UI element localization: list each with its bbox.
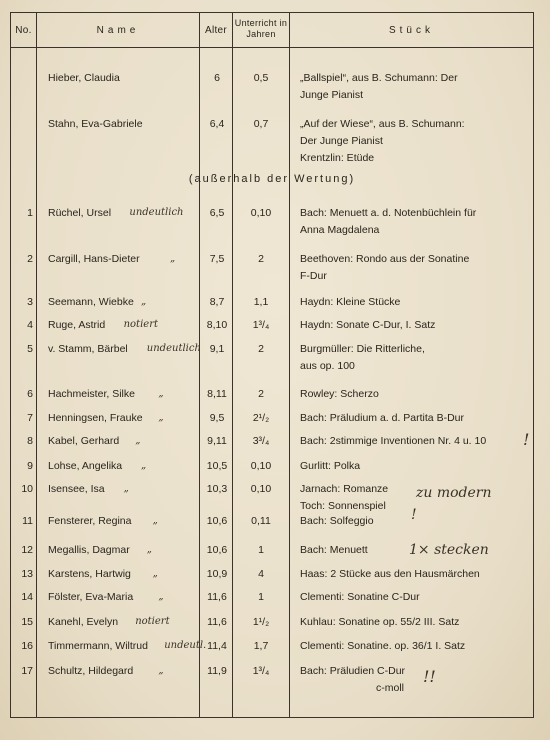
entry-piece: Bach: Präludien C-Dur <box>300 665 406 677</box>
entry-age: 9,11 <box>207 435 227 447</box>
handwritten-note: undeutlich <box>146 343 201 354</box>
entry-piece: Beethoven: Rondo aus der Sonatine <box>300 253 470 265</box>
entry-age: 9,1 <box>209 343 225 355</box>
column-divider <box>289 13 290 717</box>
entry-piece: Bach: 2stimmige Inventionen Nr. 4 u. 10 <box>300 435 487 447</box>
column-divider <box>36 13 37 717</box>
entry-years: 1,7 <box>253 640 269 652</box>
entry-name: Stahn, Eva-Gabriele <box>48 118 143 130</box>
entry-number: 8 <box>27 435 33 447</box>
header-stueck: Stück <box>388 25 434 36</box>
header-divider <box>11 47 533 48</box>
header-no: No. <box>15 25 32 36</box>
entry-age: 11,6 <box>207 591 227 603</box>
entry-age: 9,5 <box>209 412 225 424</box>
entry-name: Kanehl, Evelyn <box>48 616 119 628</box>
entry-piece: Clementi: Sonatine C-Dur <box>300 591 420 603</box>
entry-name: v. Stamm, Bärbel <box>48 343 128 355</box>
handwritten-note: „ <box>170 253 176 264</box>
entry-name: Ruge, Astrid <box>48 319 106 331</box>
entry-age: 11,9 <box>207 665 227 677</box>
column-divider <box>199 13 200 717</box>
entry-number: 2 <box>27 253 33 265</box>
entry-number: 10 <box>21 483 33 495</box>
entry-piece: Anna Magdalena <box>300 224 380 236</box>
entry-number: 17 <box>21 665 33 677</box>
entry-name: Henningsen, Frauke <box>48 412 143 424</box>
entry-years: 0,5 <box>253 72 269 84</box>
entry-piece: „Ballspiel“, aus B. Schumann: Der <box>300 72 458 84</box>
header-alter: Alter <box>204 25 228 36</box>
entry-piece: Clementi: Sonatine. op. 36/1 I. Satz <box>300 640 466 652</box>
entry-name: Timmermann, Wiltrud <box>48 640 148 652</box>
handwritten-note: „ <box>158 388 164 399</box>
entry-years: 1³/₄ <box>252 319 270 331</box>
entry-years: 0,7 <box>253 118 269 130</box>
handwritten-margin-note: 1× stecken <box>409 542 489 558</box>
handwritten-margin-note: !! <box>423 667 436 686</box>
entry-age: 10,6 <box>206 544 228 556</box>
entry-piece: Bach: Menuett <box>300 544 368 556</box>
entry-age: 6,5 <box>209 207 225 219</box>
handwritten-note: „ <box>135 435 141 446</box>
entry-number: 4 <box>27 319 33 331</box>
entry-number: 16 <box>21 640 33 652</box>
entry-number: 12 <box>21 544 33 556</box>
entry-age: 11,4 <box>207 640 227 652</box>
entry-number: 5 <box>27 343 33 355</box>
entry-number: 3 <box>27 296 33 308</box>
entry-name: Lohse, Angelika <box>48 460 123 472</box>
handwritten-note: „ <box>152 568 158 579</box>
entry-years: 1¹/₂ <box>252 616 270 628</box>
header-name: Name <box>96 25 140 36</box>
entry-age: 10,3 <box>206 483 228 495</box>
entry-piece: Kuhlau: Sonatine op. 55/2 III. Satz <box>300 616 460 628</box>
section-label: (außerhalb der Wertung) <box>188 173 356 185</box>
handwritten-note: „ <box>141 460 147 471</box>
handwritten-note: „ <box>158 591 164 602</box>
entry-piece: Krentzlin: Etüde <box>300 152 375 164</box>
entry-number: 7 <box>27 412 33 424</box>
entry-name: Schultz, Hildegard <box>48 665 134 677</box>
entry-number: 13 <box>21 568 33 580</box>
entry-age: 10,9 <box>206 568 228 580</box>
entry-piece: Haas: 2 Stücke aus den Hausmärchen <box>300 568 480 580</box>
competition-table <box>10 12 534 718</box>
header-unterricht: Unterricht in Jahren <box>234 18 288 39</box>
handwritten-note: undeutl. <box>164 640 207 651</box>
entry-years: 1 <box>258 591 264 603</box>
entry-piece: Haydn: Sonate C-Dur, I. Satz <box>300 319 436 331</box>
entry-age: 10,6 <box>206 515 228 527</box>
entry-piece: Junge Pianist <box>300 89 364 101</box>
entry-age: 6 <box>214 72 220 84</box>
entry-number: 1 <box>27 207 33 219</box>
handwritten-note: notiert <box>123 319 158 330</box>
entry-years: 2¹/₂ <box>252 412 270 424</box>
entry-piece: Rowley: Scherzo <box>300 388 379 400</box>
entry-piece: Bach: Solfeggio <box>300 515 374 527</box>
handwritten-margin-note: zu modern <box>416 485 492 501</box>
entry-name: Cargill, Hans-Dieter <box>48 253 140 265</box>
handwritten-margin-note: ! <box>523 430 530 449</box>
entry-years: 2 <box>258 253 264 265</box>
entry-piece: Bach: Menuett a. d. Notenbüchlein für <box>300 207 477 219</box>
handwritten-note: notiert <box>135 616 170 627</box>
entry-years: 0,10 <box>250 207 272 219</box>
handwritten-note: „ <box>158 665 164 676</box>
handwritten-note: „ <box>123 483 129 494</box>
handwritten-note: undeutlich <box>129 207 184 218</box>
entry-name: Rüchel, Ursel <box>48 207 112 219</box>
entry-name: Fensterer, Regina <box>48 515 132 527</box>
entry-piece: Gurlitt: Polka <box>300 460 361 472</box>
handwritten-note: „ <box>152 515 158 526</box>
entry-age: 8,11 <box>207 388 227 400</box>
entry-number: 15 <box>21 616 33 628</box>
entry-years: 1 <box>258 544 264 556</box>
entry-name: Fölster, Eva-Maria <box>48 591 134 603</box>
entry-piece: c-moll <box>376 682 404 694</box>
entry-name: Megallis, Dagmar <box>48 544 130 556</box>
entry-name: Seemann, Wiebke <box>48 296 134 308</box>
handwritten-note: „ <box>141 296 147 307</box>
entry-age: 7,5 <box>209 253 225 265</box>
entry-age: 6,4 <box>209 118 225 130</box>
entry-piece: Haydn: Kleine Stücke <box>300 296 401 308</box>
entry-years: 2 <box>258 388 264 400</box>
entry-name: Hieber, Claudia <box>48 72 120 84</box>
entry-number: 11 <box>22 515 33 527</box>
entry-name: Kabel, Gerhard <box>48 435 120 447</box>
handwritten-note: „ <box>158 412 164 423</box>
entry-age: 11,6 <box>207 616 227 628</box>
entry-piece: Jarnach: Romanze <box>300 483 389 495</box>
entry-years: 1,1 <box>253 296 269 308</box>
entry-piece: Der Junge Pianist <box>300 135 383 147</box>
entry-name: Karstens, Hartwig <box>48 568 131 580</box>
entry-years: 0,10 <box>250 483 272 495</box>
entry-piece: Burgmüller: Die Ritterliche, <box>300 343 425 355</box>
entry-piece: Bach: Präludium a. d. Partita B-Dur <box>300 412 464 424</box>
entry-number: 6 <box>27 388 33 400</box>
entry-number: 14 <box>21 591 33 603</box>
entry-years: 3³/₄ <box>252 435 270 447</box>
entry-age: 10,5 <box>206 460 228 472</box>
entry-piece: „Auf der Wiese“, aus B. Schumann: <box>300 118 465 130</box>
entry-name: Isensee, Isa <box>48 483 105 495</box>
entry-years: 1³/₄ <box>252 665 270 677</box>
entry-number: 9 <box>27 460 33 472</box>
entry-piece: aus op. 100 <box>300 360 355 372</box>
handwritten-note: „ <box>146 544 152 555</box>
entry-years: 2 <box>258 343 264 355</box>
entry-years: 0,10 <box>250 460 272 472</box>
handwritten-margin-note: ! <box>411 507 417 523</box>
entry-age: 8,10 <box>206 319 228 331</box>
entry-name: Hachmeister, Silke <box>48 388 135 400</box>
entry-piece: F-Dur <box>300 270 327 282</box>
entry-years: 0,11 <box>251 515 271 527</box>
entry-piece: Toch: Sonnenspiel <box>300 500 386 512</box>
entry-age: 8,7 <box>209 296 225 308</box>
entry-years: 4 <box>258 568 264 580</box>
